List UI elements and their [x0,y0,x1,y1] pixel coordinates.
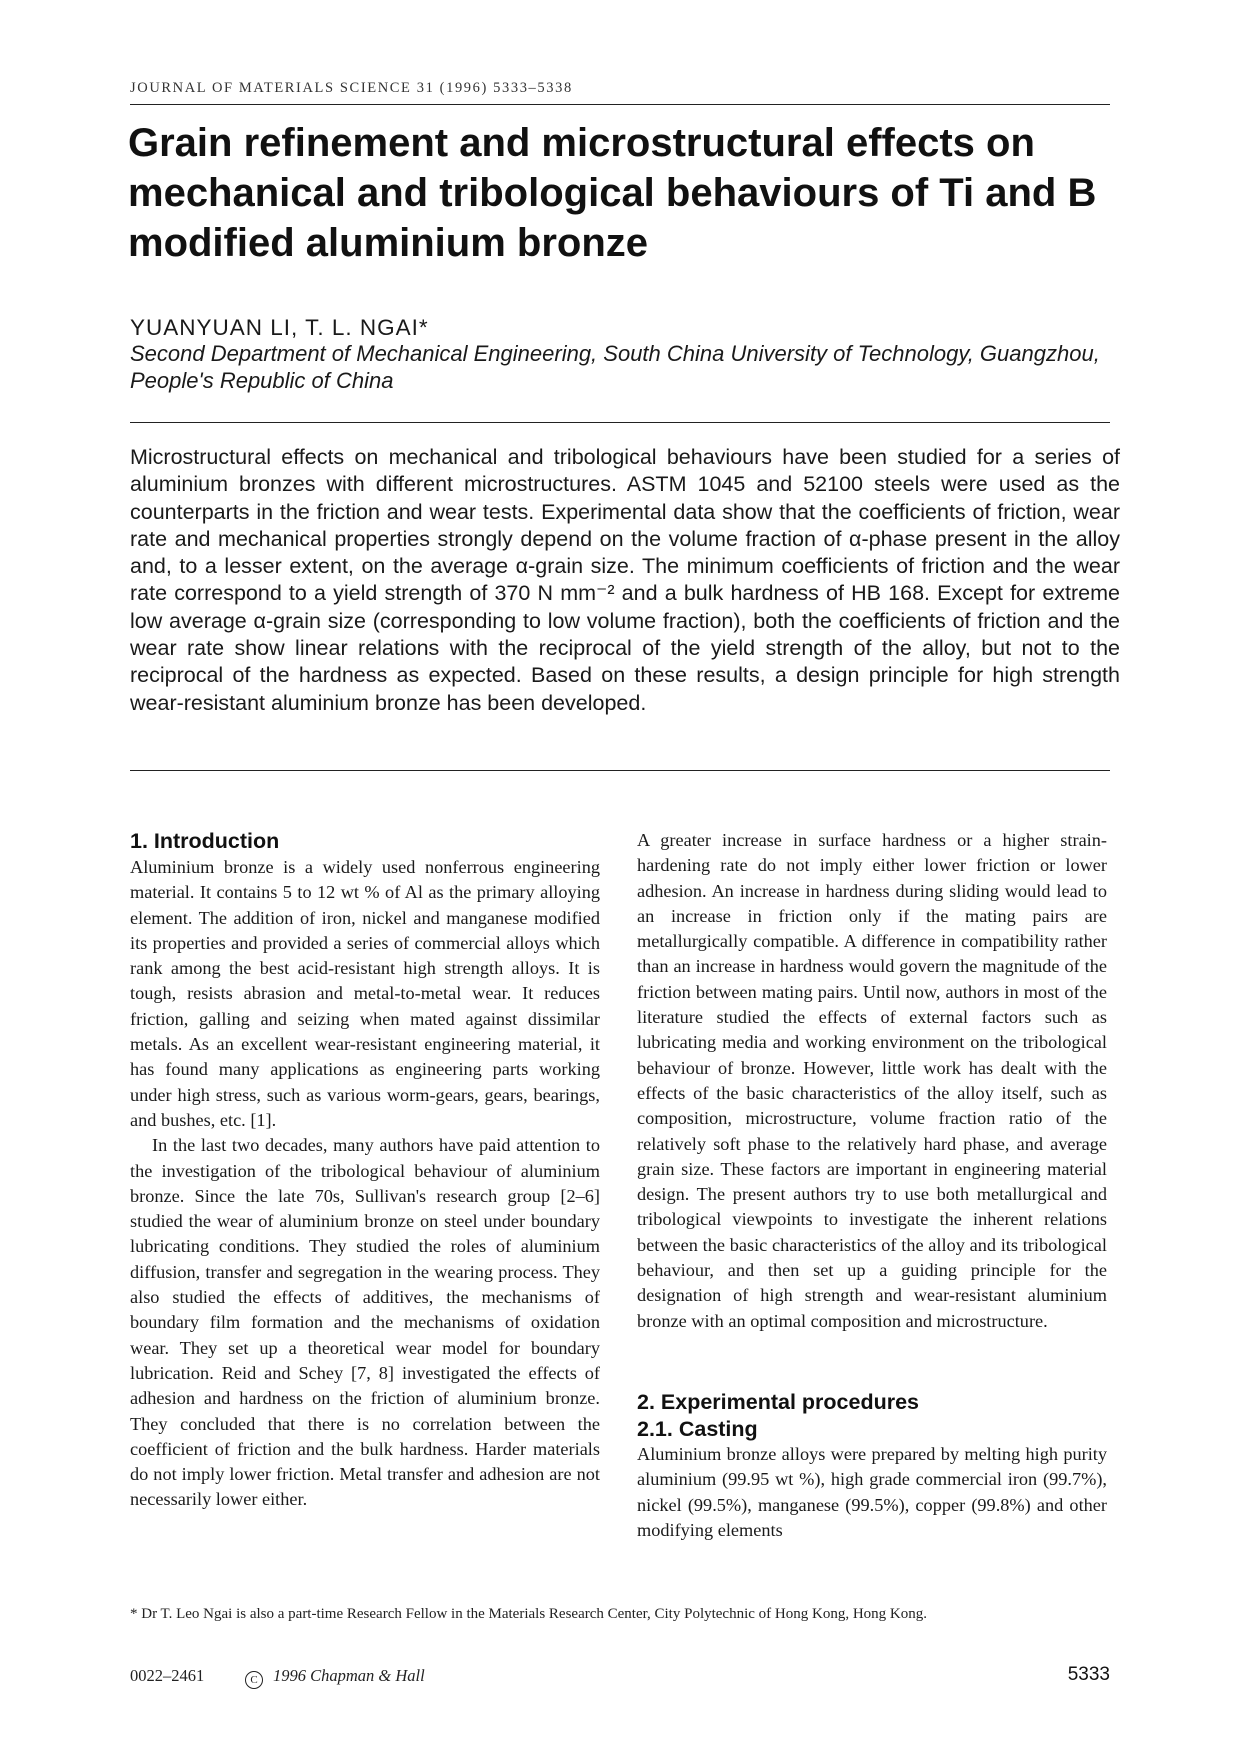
section-spacer [637,1334,1107,1389]
body-paragraph: A greater increase in surface hardness or a higher strain-hardening rate do not imply either lower friction or lower adhesion. An increase in hardness during sliding would lead to an increase in friction only if the mating pairs are metallurgically compatible. A difference in compatibility rather than an increase in hardness would govern the magnitude of the friction between mating pairs. Until now, authors in most of the literature studied the effects of external factors such as lubricating media and working environment on the tribological behaviour of bronze. However, little work has dealt with the effects of the basic characteristics of the alloy itself, such as composition, microstructure, volume fraction ratio of the relatively soft phase to the relatively hard phase, and average grain size. These factors are important in engineering material design. The present authors try to use both metallurgical and tribological viewpoints to investigate the inherent relations between the basic characteristics of the alloy and its tribological behaviour, and then set up a guiding principle for the designation of high strength and wear-resistant aluminium bronze with an optimal composition and microstructure. [637,830,1107,1331]
page-number: 5333 [1067,1664,1110,1685]
journal-issn: 0022–2461 [130,1666,205,1685]
abstract-top-rule [130,422,1110,423]
header-rule [130,104,1110,105]
article-title: Grain refinement and microstructural effects on mechanical and tribological behaviours of Ti and B modified aluminium bronze [128,121,1097,265]
subsection-heading-casting: 2.1. Casting [637,1416,758,1441]
publisher-name: 1996 Chapman & Hall [273,1666,425,1685]
body-paragraph: Aluminium bronze alloys were prepared by melting high purity aluminium (99.95 wt %), high grade commercial iron (99.7%), nickel (99.5%), manganese (99.5%), copper (99.8%) and other modifying elements [637,1443,1107,1540]
copyright-icon: C [245,1671,263,1689]
section-heading-introduction: 1. Introduction [130,829,280,853]
author-list: YUANYUAN LI, T. L. NGAI* [130,315,429,340]
abstract: Microstructural effects on mechanical and tribological behaviours have been studied for a series of aluminium bronzes with different microstructures. ASTM 1045 and 52100 steels were used as the counterparts in the friction and wear tests. Experimental data show that the coefficients of friction, wear rate and mechanical properties strongly depend on the volume fraction of α-phase present in the alloy and, to a lesser extent, on the average α-grain size. The minimum coefficients of friction and the wear rate correspond to a yield strength of 370 N mm⁻² and a bulk hardness of HB 168. Except for extreme low average α-grain size (corresponding to low volume fraction), both the coefficients of friction and the wear rate show linear relations with the reciprocal of the yield strength of the alloy, but not to the reciprocal of the hardness as expected. Based on these results, a design principle for high strength wear-resistant aluminium bronze has been developed. [130,445,1120,715]
right-column [637,828,1107,1543]
abstract-bottom-rule [130,770,1110,771]
left-column [130,828,600,1513]
author-affiliation: Second Department of Mechanical Engineering, South China University of Technology, Guangzhou, People's Republic of China [130,341,1100,393]
section-heading-experimental: 2. Experimental procedures [637,1389,919,1414]
body-paragraph: Aluminium bronze is a widely used nonferrous engineering material. It contains 5 to 12 wt % of Al as the primary alloying element. The addition of iron, nickel and manganese modified its properties and provided a series of commercial alloys which rank among the best acid-resistant high strength alloys. It is tough, resists abrasion and metal-to-metal wear. It reduces friction, galling and seizing when mated against dissimilar metals. As an excellent wear-resistant engineering material, it has found many applications as engineering parts working under high stress, such as various worm-gears, gears, bearings, and bushes, etc. [1]. [130,857,600,1130]
footnote: * Dr T. Leo Ngai is also a part-time Research Fellow in the Materials Research Center, City Polytechnic of Hong Kong, Hong Kong. [130,1606,927,1622]
copyright-line [245,1666,425,1689]
running-head: JOURNAL OF MATERIALS SCIENCE 31 (1996) 5333–5338 [130,80,573,96]
body-paragraph: In the last two decades, many authors have paid attention to the investigation of the tribological behaviour of aluminium bronze. Since the late 70s, Sullivan's research group [2–6] studied the wear of aluminium bronze on steel under boundary lubricating conditions. They studied the roles of aluminium diffusion, transfer and segregation in the wearing process. They also studied the effects of additives, the mechanisms of boundary film formation and the mechanisms of oxidation wear. They set up a theoretical wear model for boundary lubrication. Reid and Schey [7, 8] investigated the effects of adhesion and hardness on the friction of aluminium bronze. They concluded that there is no correlation between the coefficient of friction and the bulk hardness. Harder materials do not imply lower friction. Metal transfer and adhesion are not necessarily lower either. [130,1135,600,1510]
